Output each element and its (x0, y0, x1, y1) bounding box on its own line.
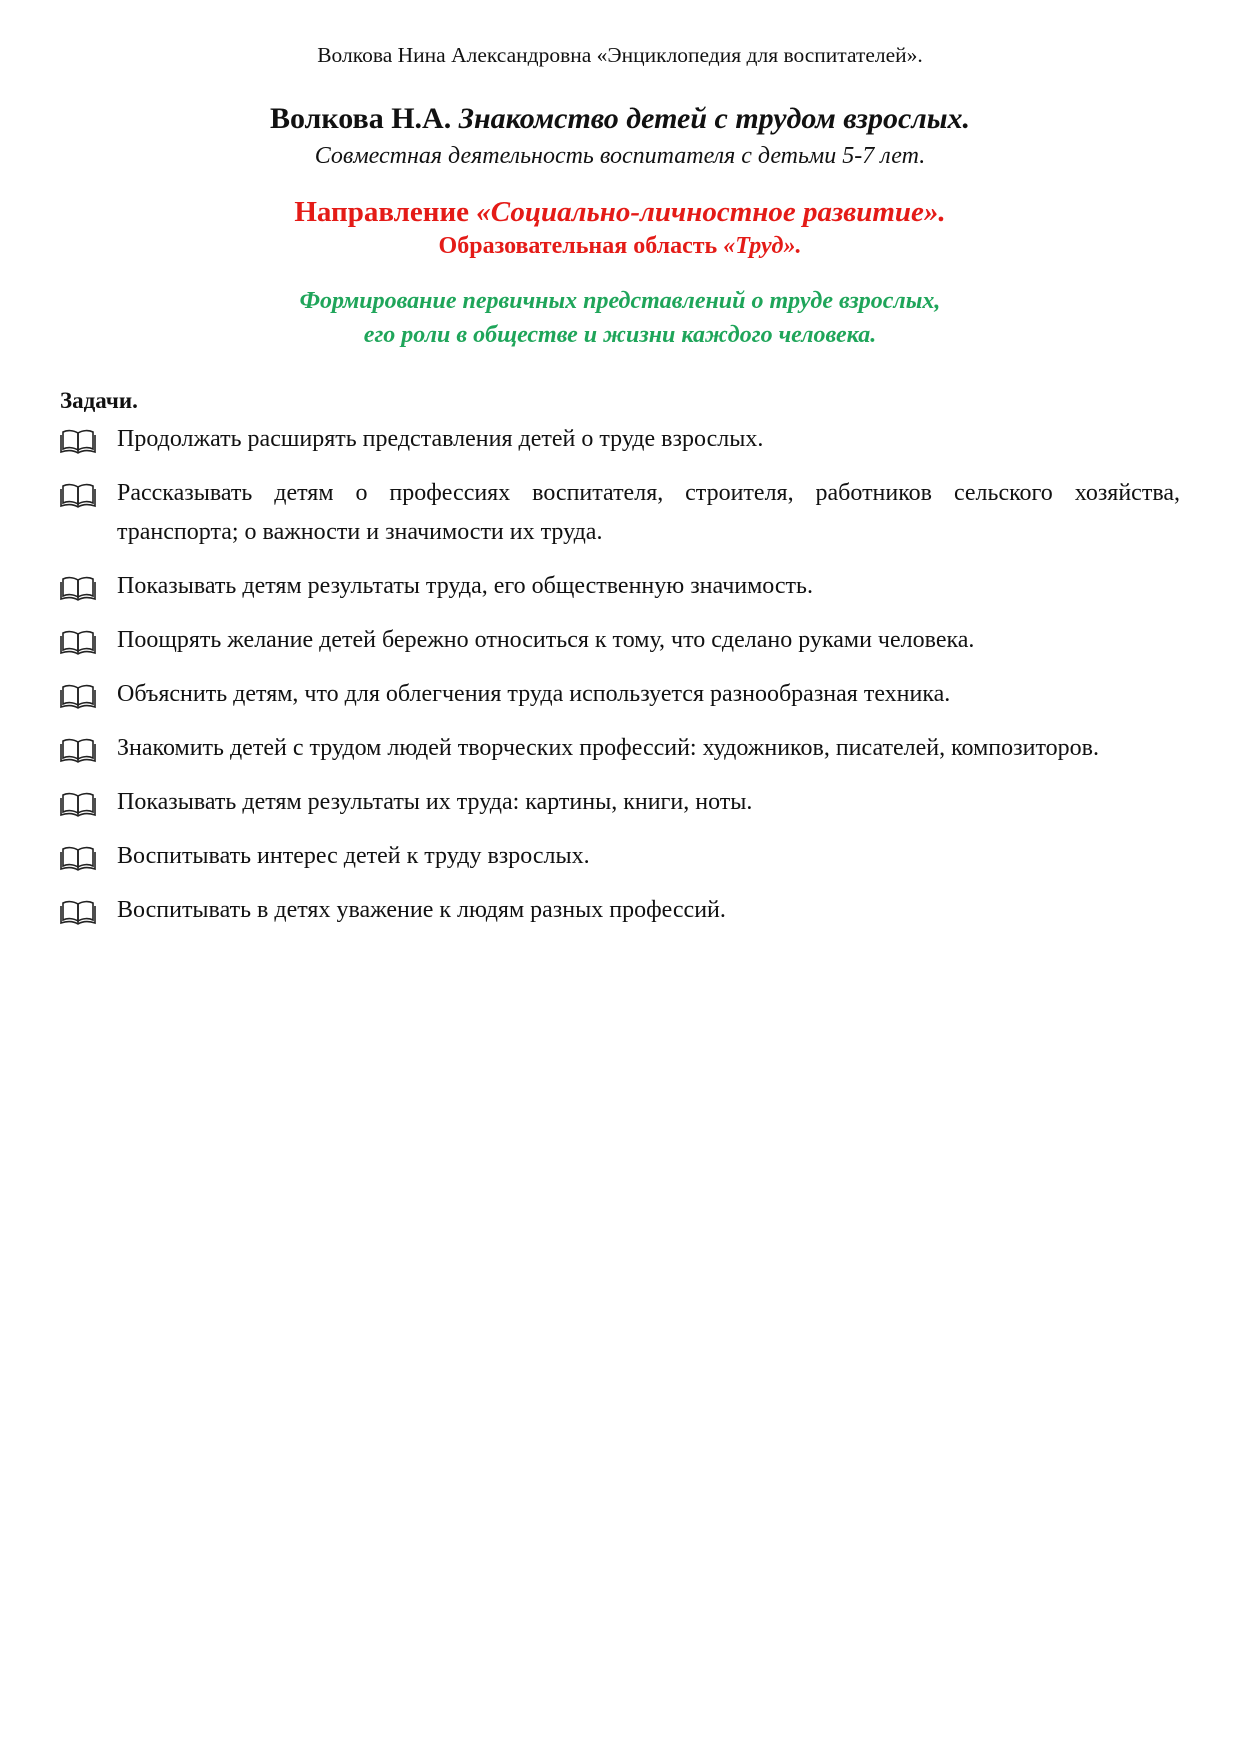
direction-label: Направление (294, 196, 470, 228)
direction-heading (0, 193, 1240, 231)
task-text: Показывать детям результаты их труда: картины, книги, ноты. (117, 789, 753, 815)
tasks-heading: Задачи. (60, 388, 138, 413)
task-text: Знакомить детей с трудом людей творческих профессий: художников, писателей, композиторов. (117, 735, 1099, 761)
list-item (60, 729, 1180, 768)
task-text: Воспитывать в детях уважение к людям разных профессий. (117, 897, 726, 923)
goal-line-1: Формирование первичных представлений о труде взрослых, (299, 288, 941, 314)
list-item (60, 891, 1180, 930)
list-item (60, 420, 1180, 459)
book-icon (60, 429, 96, 455)
title-author: Волкова Н.А. (269, 102, 452, 135)
goal-line-2: его роли в обществе и жизни каждого человека. (363, 322, 877, 348)
task-text: Поощрять желание детей бережно относиться к тому, что сделано руками человека. (117, 627, 975, 653)
book-icon (60, 630, 96, 656)
list-item (60, 783, 1180, 822)
title-topic: Знакомство детей с трудом взрослых. (458, 102, 971, 135)
list-item (60, 621, 1180, 660)
task-text: Воспитывать интерес детей к труду взрослых. (117, 843, 590, 869)
direction-name: «Социально-личностное развитие». (476, 196, 946, 228)
book-icon (60, 576, 96, 602)
task-text: Продолжать расширять представления детей о труде взрослых. (117, 426, 764, 452)
book-icon (60, 684, 96, 710)
task-text: Рассказывать детям о профессиях воспитателя, строителя, работников сельского хозяйства, транспорта; о важности и значимости их труда. (117, 480, 1180, 545)
running-header: Волкова Нина Александровна «Энциклопедия для воспитателей». (317, 43, 923, 67)
task-text: Объяснить детям, что для облегчения труда используется разнообразная техника. (117, 681, 951, 707)
educational-area (0, 230, 1240, 262)
book-icon (60, 792, 96, 818)
book-icon (60, 846, 96, 872)
book-icon (60, 900, 96, 926)
task-text: Показывать детям результаты труда, его общественную значимость. (117, 573, 813, 599)
page-title (0, 99, 1240, 139)
book-icon (60, 738, 96, 764)
list-item (60, 474, 1180, 552)
list-item (60, 567, 1180, 606)
list-item (60, 675, 1180, 714)
page-subtitle: Совместная деятельность воспитателя с детьми 5-7 лет. (314, 143, 926, 169)
task-list (60, 420, 1180, 945)
list-item (60, 837, 1180, 876)
goal-statement (0, 284, 1240, 352)
book-icon (60, 483, 96, 509)
area-name: «Труд». (723, 233, 802, 259)
area-label: Образовательная область (438, 233, 718, 259)
